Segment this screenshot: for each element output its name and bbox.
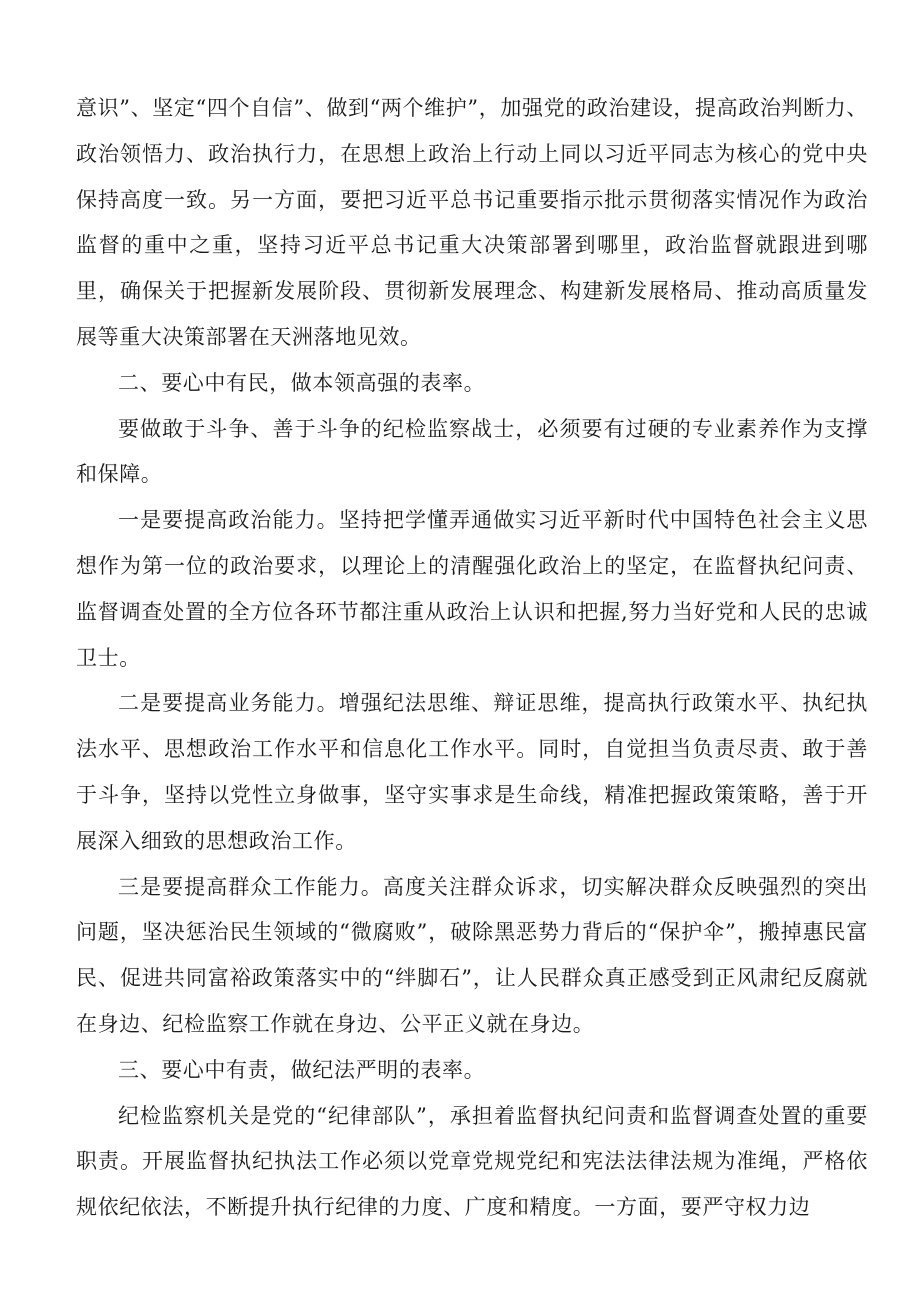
paragraph: 二是要提高业务能力。增强纪法思维、辩证思维，提高执行政策水平、执纪执法水平、思想政治工作水平和信息化工作水平。同时，自觉担当负责尽责、敢于善于斗争，坚持以党性立身做事，坚守实事求是生命线，精准把握政策策略，善于开展深入细致的思想政治工作。 [76,691,868,853]
document-body [76,86,868,1231]
paragraph-continuation: 意识”、坚定“四个自信”、做到“两个维护”，加强党的政治建设，提高政治判断力、政治领悟力、政治执行力，在思想上政治上行动上同以习近平同志为核心的党中央保持高度一致。另一方面，要把习近平总书记重要指示批示贯彻落实情况作为政治监督的重中之重，坚持习近平总书记重大决策部署到哪里，政治监督就跟进到哪里，确保关于把握新发展阶段、贯彻新发展理念、构建新发展格局、推动高质量发展等重大决策部署在天洲落地见效。 [76,96,868,349]
section-heading-3: 三、要心中有责，做纪法严明的表率。 [118,1057,486,1082]
paragraph: 三是要提高群众工作能力。高度关注群众诉求，切实解决群众反映强烈的突出问题，坚决惩治民生领域的“微腐败”，破除黑恶势力背后的“保护伞”，搬掉惠民富民、促进共同富裕政策落实中的“绊脚石”，让人民群众真正感受到正风肃纪反腐就在身边、纪检监察工作就在身边、公平正义就在身边。 [76,874,868,1036]
paragraph: 纪检监察机关是党的“纪律部队”，承担着监督执纪问责和监督调查处置的重要职责。开展监督执纪执法工作必须以党章党规党纪和宪法法律法规为准绳，严格依规依纪依法，不断提升执行纪律的力度、广度和精度。一方面，要严守权力边 [76,1103,868,1220]
paragraph: 要做敢于斗争、善于斗争的纪检监察战士，必须要有过硬的专业素养作为支撑和保障。 [76,416,868,487]
section-heading-2: 二、要心中有民，做本领高强的表率。 [118,370,486,395]
paragraph: 一是要提高政治能力。坚持把学懂弄通做实习近平新时代中国特色社会主义思想作为第一位的政治要求，以理论上的清醒强化政治上的坚定，在监督执纪问责、监督调查处置的全方位各环节都注重从政治上认识和把握,努力当好党和人民的忠诚卫士。 [76,508,868,670]
